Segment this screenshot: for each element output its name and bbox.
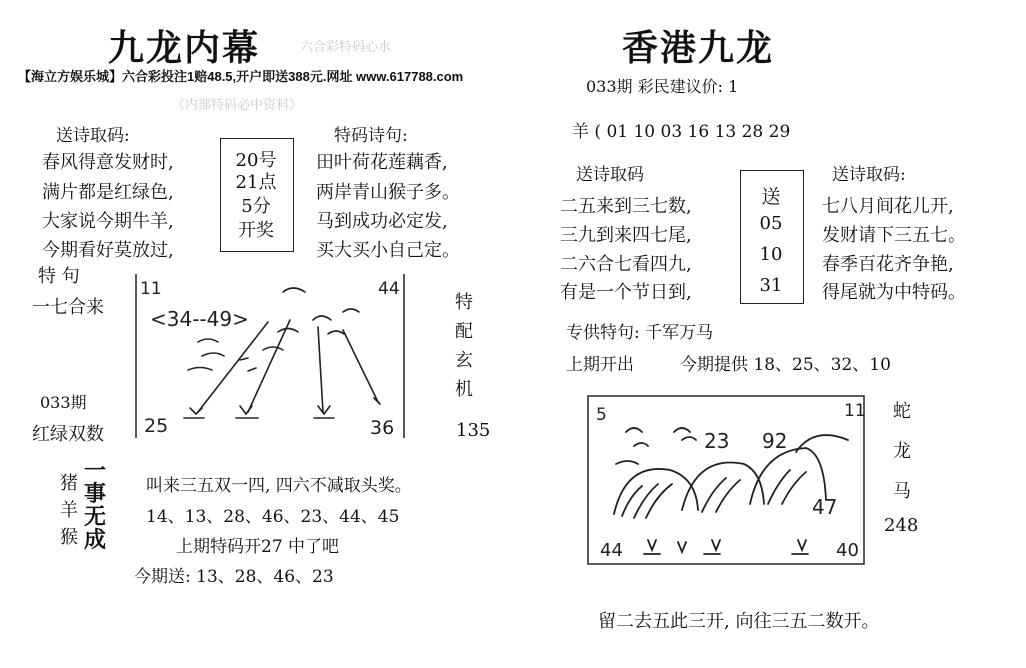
right-poem2-line: 发财请下三五七。 xyxy=(822,225,966,246)
left-poem2-line: 两岸青山猴子多。 xyxy=(316,182,460,203)
right-chart-corner-br: 40 xyxy=(836,540,859,561)
left-line-a: 叫来三五双一四, 四六不减取头奖。 xyxy=(146,476,412,496)
left-chart-corner-br: 36 xyxy=(370,417,395,439)
right-special-sentence: 专供特句: 千军万马 xyxy=(566,323,714,343)
right-chart-corner-bl: 44 xyxy=(600,540,623,561)
left-sketch-chart xyxy=(128,272,410,442)
left-animal-list: 猪 羊 猴 xyxy=(60,473,78,548)
right-box-line: 31 xyxy=(759,275,783,296)
right-chart-right: 47 xyxy=(812,495,838,519)
left-chart-corner-tl: 11 xyxy=(140,279,162,299)
left-line-b: 14、13、28、46、23、44、45 xyxy=(146,507,400,527)
left-box-line: 20号 xyxy=(235,150,277,171)
right-poem1-line: 二六合七看四九, xyxy=(560,254,692,275)
right-last-issue: 上期开出 xyxy=(566,355,634,375)
right-poem1-heading: 送诗取码 xyxy=(576,165,644,185)
left-poem1-heading: 送诗取码: xyxy=(56,126,130,146)
right-vertical-number: 248 xyxy=(884,515,919,536)
left-box-line: 5分 xyxy=(241,196,271,217)
left-chart-corner-bl: 25 xyxy=(144,415,169,437)
right-this-issue: 今期提供 18、25、32、10 xyxy=(680,355,891,375)
left-box-line: 开奖 xyxy=(238,220,274,241)
left-vertical-label: 特 配 玄 机 xyxy=(455,292,473,400)
left-poem2-line: 田叶荷花莲藕香, xyxy=(316,152,448,173)
left-poem2-heading: 特码诗句: xyxy=(334,126,408,146)
right-issue-line: 033期 彩民建议价: 1 xyxy=(586,77,739,96)
right-chart-corner-tr: 11 xyxy=(844,401,866,421)
left-chart-corner-tr: 44 xyxy=(378,279,400,299)
special-sentence-label: 特 句 xyxy=(38,266,80,287)
left-poem1-line: 今期看好莫放过, xyxy=(42,240,174,261)
right-poem2-heading: 送诗取码: xyxy=(832,165,906,185)
left-title-faint: 六合彩特码心水 xyxy=(300,40,392,55)
special-phrase: 一七合来 xyxy=(32,297,104,318)
left-issue-tag: 红绿双数 xyxy=(32,424,104,445)
right-chart-corner-tl: 5 xyxy=(596,405,607,425)
left-subtitle-faint: 《内部特码必中资料》 xyxy=(172,98,303,113)
right-poem1-line: 三九到来四七尾, xyxy=(560,225,692,246)
right-sheep-number-line: 羊 ( 01 10 03 16 13 28 29 xyxy=(572,122,791,142)
right-vertical-label: 蛇 龙 马 xyxy=(893,401,911,502)
left-chart-scribble: <34--49> xyxy=(150,307,249,331)
left-vertical-number: 135 xyxy=(456,420,491,441)
ad-banner: 【海立方娱乐城】六合彩投注1赔48.5,开户即送388元.网址 www.617788.com xyxy=(18,69,464,84)
left-poem2-line: 马到成功必定发, xyxy=(316,211,448,232)
right-box-line: 送 xyxy=(761,186,781,208)
right-sketch-chart xyxy=(586,392,870,570)
right-poem2-line: 七八月间花儿开, xyxy=(822,196,954,217)
right-chart-mid: 23 xyxy=(704,429,730,453)
left-box-line: 21点 xyxy=(235,172,277,193)
right-poem1-line: 二五来到三七数, xyxy=(560,196,692,217)
left-poem1-line: 满片都是红绿色, xyxy=(42,182,174,203)
right-title: 香港九龙 xyxy=(622,27,775,69)
right-footer: 留二去五此三开, 向往三五二数开。 xyxy=(598,611,880,632)
left-poem1-line: 春风得意发财时, xyxy=(42,152,174,173)
right-poem1-line: 有是一个节日到, xyxy=(560,282,692,303)
right-poem2-line: 得尾就为中特码。 xyxy=(822,282,966,303)
left-issue-number: 033期 xyxy=(40,393,87,412)
left-poem1-line: 大家说今期牛羊, xyxy=(42,211,174,232)
right-box-line: 05 xyxy=(759,213,783,234)
left-line-c: 上期特码开27 中了吧 xyxy=(176,537,340,557)
left-idiom: 一 事 无 成 xyxy=(84,459,107,553)
left-line-d: 今期送: 13、28、46、23 xyxy=(134,567,334,587)
left-poem2-line: 买大买小自己定。 xyxy=(316,240,460,261)
right-poem2-line: 春季百花齐争艳, xyxy=(822,254,954,275)
right-box-line: 10 xyxy=(759,244,783,265)
right-chart-mid2: 92 xyxy=(762,429,788,453)
left-title: 九龙内幕 xyxy=(108,27,261,69)
